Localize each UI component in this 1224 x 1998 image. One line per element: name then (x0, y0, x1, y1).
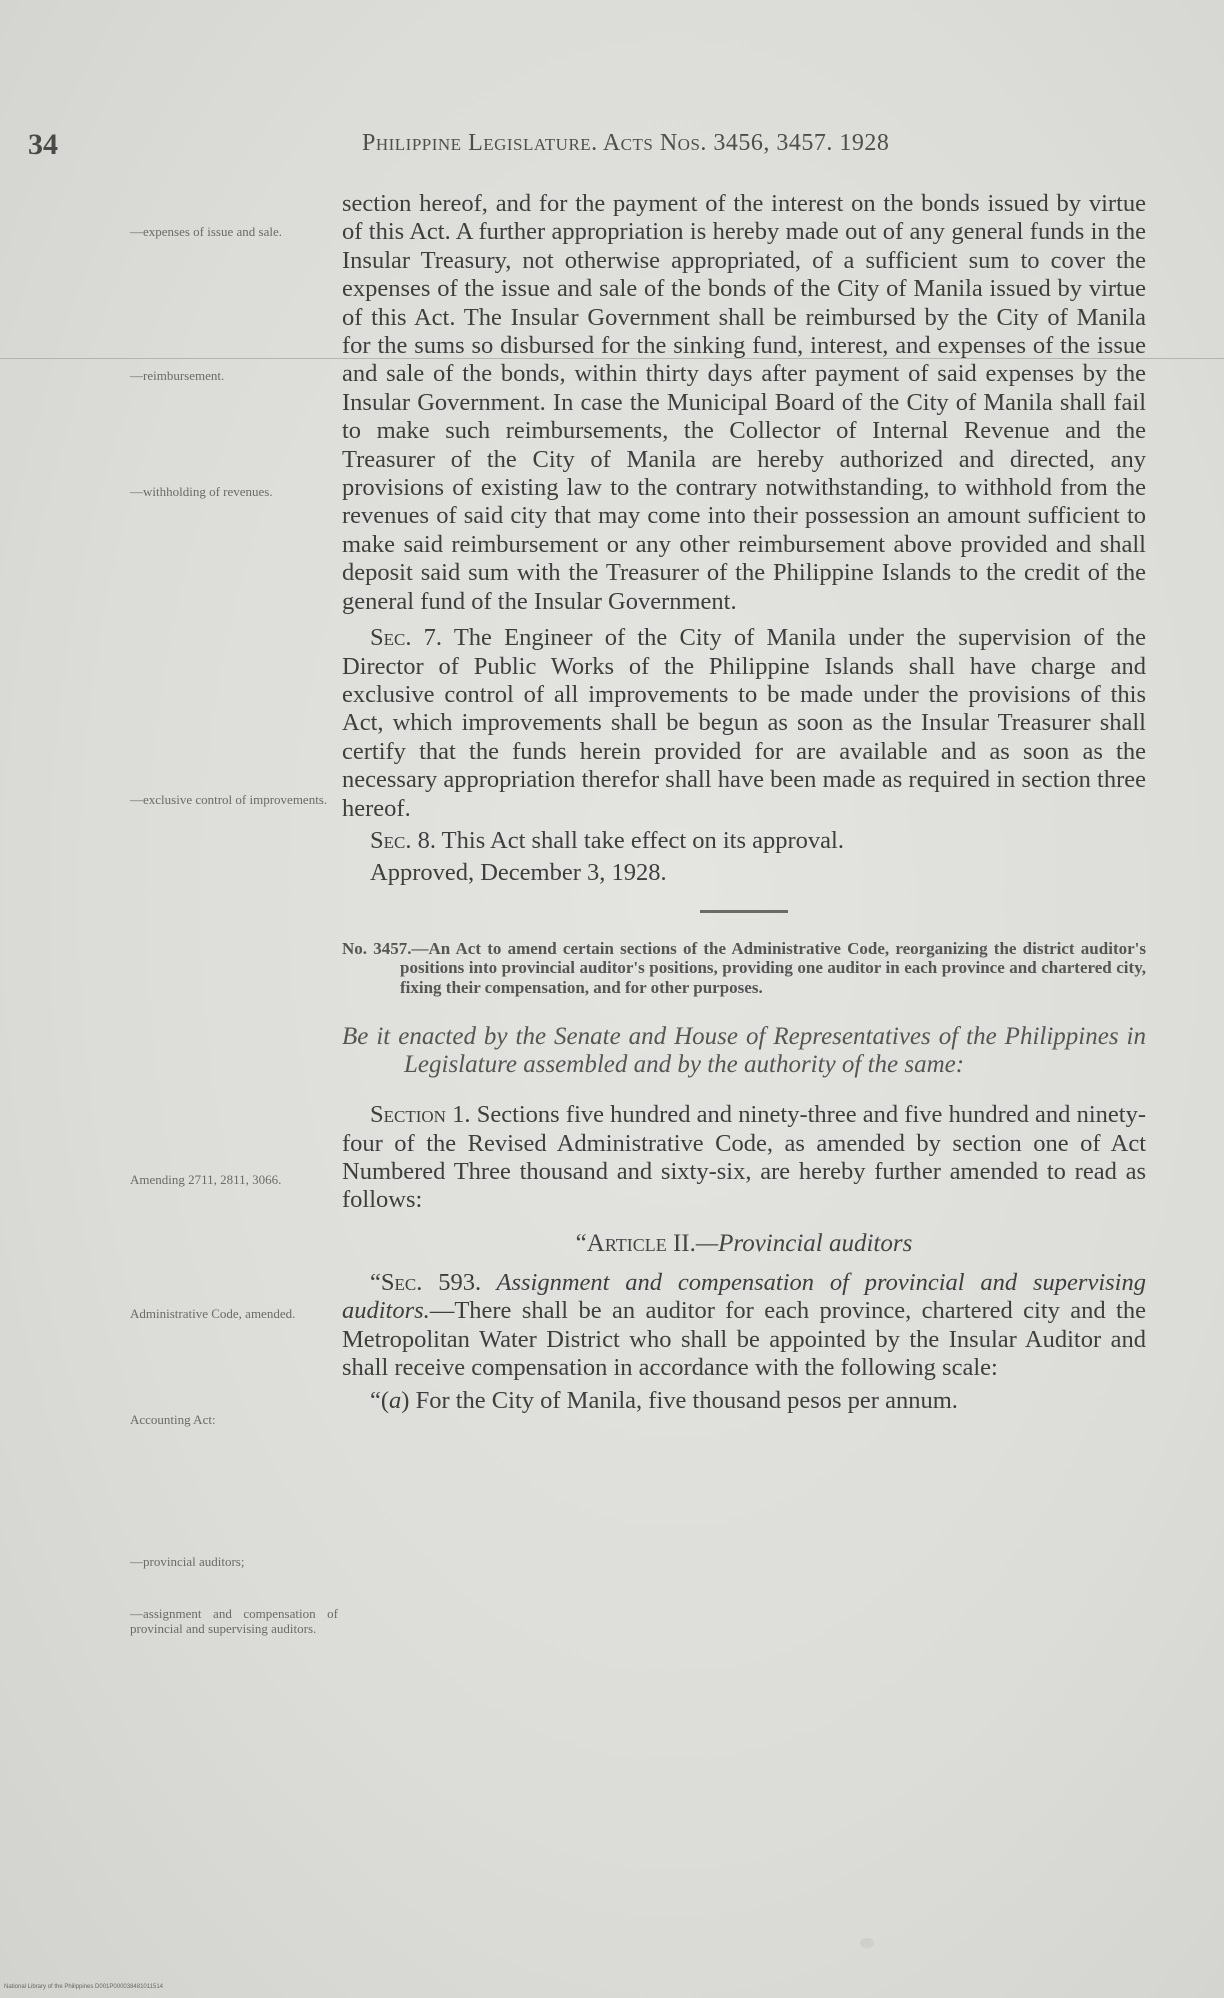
article-heading (342, 1229, 1146, 1259)
running-head: Philippine Legislature. Acts Nos. 3456, 3457. 1928 (362, 130, 890, 156)
section-label: Sec. 7. (370, 624, 443, 652)
clause-text: ) For the City of Manila, five thousand pesos per annum. (401, 1386, 958, 1414)
act-heading (342, 939, 1146, 998)
paragraph-continuation: section hereof, and for the payment of the interest on the bonds issued by virtue of this Act. A further appropriation is hereby made out of any general funds in the Insular Treasury, not otherwise appropriated, of a sufficient sum to cover the expenses of the issue and sale of the bonds of the City of Manila issued by virtue of this Act. The Insular Government shall be reimbursed by the City of Manila for the sums so disbursed for the sinking fund, interest, and expenses of the issue and sale of the bonds, within thirty days after payment of said expenses by the Insular Government. In case the Municipal Board of the City of Manila shall fail to make such reimbursements, the Collector of Internal Revenue and the Treasurer of the City of Manila are hereby authorized and directed, any provisions of existing law to the contrary notwithstanding, to withhold from the revenues of said city that may come into their possession an amount sufficient to make said reimbursement or any other reimbursement above provided and shall deposit said sum with the Treasurer of the Philippine Islands to the credit of the general fund of the Insular Government. (342, 190, 1146, 615)
section-label: Section 1. (370, 1101, 471, 1129)
margin-note: —expenses of issue and sale. (130, 224, 282, 239)
clause-open: “( (370, 1386, 390, 1414)
section-593 (342, 1269, 1146, 1383)
margin-note: —withholding of revenues. (130, 484, 273, 499)
section-text: The Engineer of the City of Manila under the supervision of the Director of Public Works of the Philippine Islands shall have charge and exclusive control of all improvements to be made under the provisions of this Act, which improvements shall be begun as soon as the Insular Treasurer shall certify that the funds herein provided for are available and as soon as the necessary appropriation therefor shall have been made as required in section three hereof. (342, 624, 1146, 822)
article-label: “Article II. (575, 1229, 696, 1257)
main-text (342, 190, 1146, 1415)
section-7 (342, 624, 1146, 823)
margin-note: —provincial auditors; (130, 1554, 245, 1569)
margin-note: —reimbursement. (130, 368, 225, 383)
margin-note: Administrative Code, amended. (130, 1306, 296, 1321)
section-divider (700, 910, 788, 913)
margin-note: —exclusive control of improvements. (130, 792, 328, 807)
page-header (0, 128, 1224, 168)
margin-note: —assignment and compensation of provincial and supervising auditors. (130, 1606, 338, 1636)
act-title: —An Act to amend certain sections of the Administrative Code, reorganizing the district auditor's positions into provincial auditor's positions, providing one auditor in each province and chartered city, fixing their compensation, and for other purposes. (400, 938, 1146, 997)
clause-a (342, 1387, 1146, 1415)
clause-letter: a (389, 1386, 402, 1414)
scan-smudge (860, 1938, 874, 1948)
page-number: 34 (28, 128, 58, 161)
approval-line: Approved, December 3, 1928. (370, 859, 667, 887)
section-1 (342, 1101, 1146, 1215)
scan-footer: National Library of the Philippines D001P000038481011514 (4, 1984, 164, 1990)
section-text: —There shall be an auditor for each province, chartered city and the Metropolitan Water District who shall be appointed by the Insular Auditor and shall receive compensation in accordance with the following scale: (342, 1297, 1146, 1382)
section-text: Sections five hundred and ninety-three and five hundred and ninety-four of the Revised Administrative Code, as amended by section one of Act Numbered Three thousand and sixty-six, are hereby further amended to read as follows: (342, 1101, 1146, 1214)
margin-note: Accounting Act: (130, 1412, 216, 1427)
section-text: This Act shall take effect on its approval. (435, 826, 844, 854)
section-title: Assignment and compensation of provincial and supervising auditors. (342, 1268, 1146, 1325)
section-label: Sec. 8. (370, 826, 436, 854)
act-number: No. 3457. (342, 938, 412, 958)
margin-note: Amending 2711, 2811, 3066. (130, 1172, 282, 1187)
enacting-clause: Be it enacted by the Senate and House of Representatives of the Philippines in Legislature assembled and by the authority of the same: (342, 1023, 1146, 1079)
article-title: —Provincial auditors (695, 1229, 913, 1257)
section-label: “Sec. 593. (370, 1268, 482, 1296)
section-8 (342, 827, 1146, 855)
